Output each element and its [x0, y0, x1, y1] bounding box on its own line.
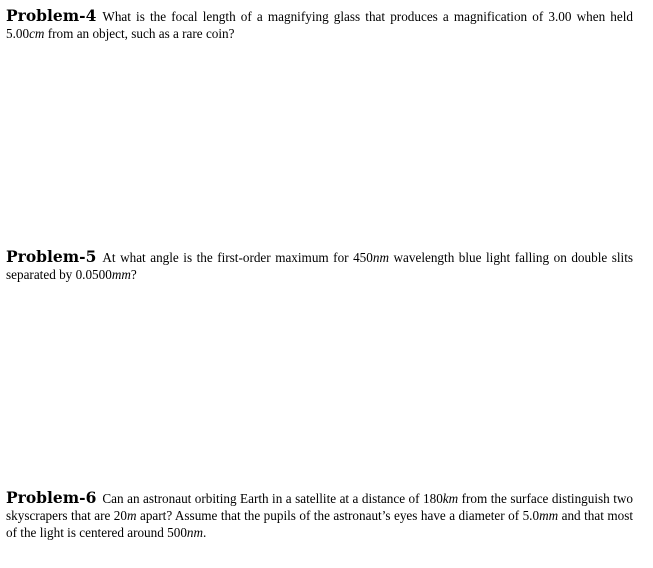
problem-6	[6, 490, 633, 541]
problem-title: Problem-4	[6, 6, 97, 25]
problem-text: apart? Assume that the pupils of the astronaut’s eyes have a diameter of 5.0	[136, 507, 540, 523]
problem-text: ?	[130, 266, 137, 282]
problem-text: from the surface distinguish two skyscrapers that are 20	[6, 491, 634, 523]
unit-symbol: mm	[111, 266, 131, 282]
unit-symbol: nm	[186, 524, 204, 540]
unit-symbol: nm	[372, 250, 389, 265]
problem-title: Problem-5	[6, 247, 97, 266]
problem-text: At what angle is the first-order maximum for 450	[102, 250, 373, 265]
problem-text: .	[203, 524, 207, 540]
unit-symbol: cm	[29, 25, 45, 41]
problem-title: Problem-6	[6, 488, 97, 507]
problem-5	[6, 249, 633, 284]
unit-symbol: mm	[539, 507, 559, 523]
unit-symbol: km	[442, 491, 459, 506]
problem-text: and that most of the light is centered around 500	[6, 507, 633, 540]
problem-text: What is the focal length of a magnifying glass that produces a magnification of 3.00 when held 5.00	[6, 9, 633, 41]
problem-text: wavelength blue light falling on double slits separated by 0.0500	[6, 250, 633, 282]
unit-symbol: m	[126, 507, 137, 523]
problem-4	[6, 8, 633, 43]
problem-text: from an object, such as a rare coin?	[44, 25, 235, 41]
problem-text: Can an astronaut orbiting Earth in a satellite at a distance of 180	[102, 491, 443, 506]
